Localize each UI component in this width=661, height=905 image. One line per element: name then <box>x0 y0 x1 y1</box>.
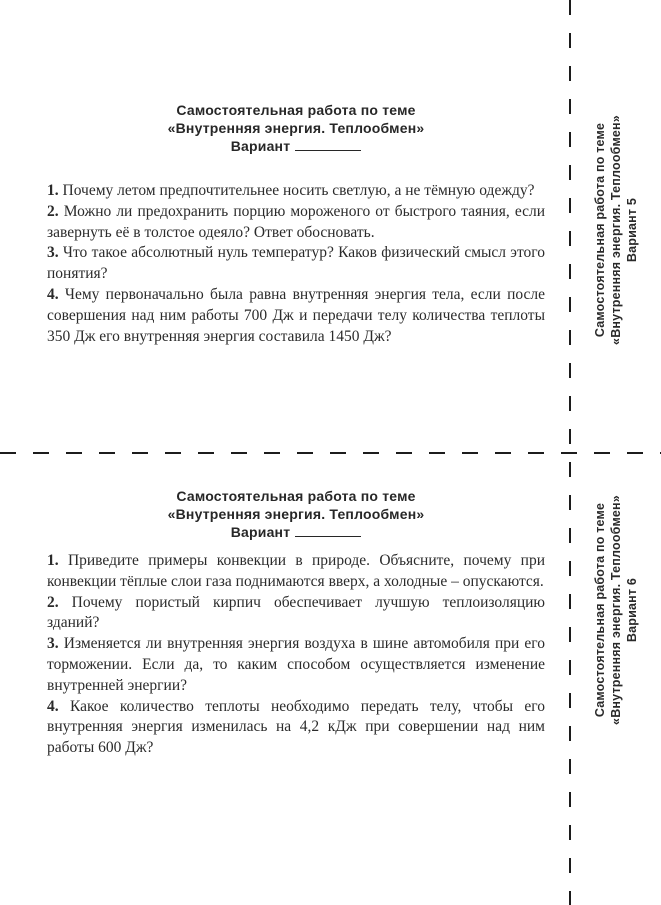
question-item <box>47 285 545 347</box>
cut-line-horizontal <box>0 452 661 454</box>
question-number: 3. <box>47 244 59 262</box>
side-label-variant-6 <box>572 462 659 758</box>
question-text: Чему первоначально была равна внутренняя энергия тела, если после совершения над ним работы 700 Дж и передачи телу количества теплоты 350 Дж его внутренняя энергия составила 1450 Дж? <box>47 285 546 345</box>
question-item <box>47 202 545 244</box>
variant-blank-line <box>295 524 361 537</box>
question-text: Почему пористый кирпич обеспечивает лучшую теплоизоляцию зданий? <box>47 593 545 632</box>
question-text: Изменяется ли внутренняя энергия воздуха в шине автомобиля при его торможении. Если да, то каким способом осуществляется изменение внутренней энергии? <box>47 635 546 694</box>
section1-questions <box>47 181 545 347</box>
variant-label: Вариант <box>230 138 291 154</box>
question-number: 2. <box>47 593 59 611</box>
section1-title <box>47 102 545 156</box>
question-text: Приведите примеры конвекции в природе. Объясните, почему при конвекции тёплые слои газа поднимаются вверх, а холодные – опускаются. <box>47 552 545 590</box>
question-item <box>47 181 545 202</box>
section2-questions <box>47 551 545 759</box>
section2-title <box>47 488 545 542</box>
variant-row <box>47 138 545 156</box>
question-item <box>47 551 545 593</box>
question-number: 1. <box>47 182 59 199</box>
question-item <box>47 697 545 759</box>
side-label-line-3: Вариант 5 <box>624 197 639 263</box>
side-label-text <box>592 82 640 378</box>
question-number: 4. <box>47 697 59 715</box>
question-number: 3. <box>47 635 59 653</box>
side-label-line-1: Самостоятельная работа по теме <box>592 502 607 718</box>
variant-blank-line <box>295 138 361 151</box>
question-text: Почему летом предпочтительнее носить светлую, а не тёмную одежду? <box>62 182 535 199</box>
side-label-line-1: Самостоятельная работа по теме <box>592 122 607 338</box>
question-number: 2. <box>47 202 59 220</box>
side-label-line-3: Вариант 6 <box>624 577 639 643</box>
side-label-line-2: «Внутренняя энергия. Теплообмен» <box>608 115 623 345</box>
question-text: Что такое абсолютный нуль температур? Каков физический смысл этого понятия? <box>47 244 545 283</box>
question-item <box>47 593 545 635</box>
question-item <box>47 243 545 285</box>
variant-label: Вариант <box>230 524 291 540</box>
title-line-2: «Внутренняя энергия. Теплообмен» <box>167 119 425 136</box>
question-number: 1. <box>47 552 59 569</box>
question-item <box>47 634 545 696</box>
variant-row <box>47 524 545 542</box>
title-line-1: Самостоятельная работа по теме <box>176 102 416 118</box>
side-label-line-2: «Внутренняя энергия. Теплообмен» <box>608 495 623 725</box>
side-label-text <box>592 462 640 758</box>
side-label-variant-5 <box>572 82 659 378</box>
question-number: 4. <box>47 285 59 303</box>
question-text: Какое количество теплоты необходимо передать телу, чтобы его внутренняя энергия изменилась на 4,2 кДж при совершении над ним работы 600 Дж? <box>47 697 546 757</box>
title-line-2: «Внутренняя энергия. Теплообмен» <box>167 505 425 522</box>
title-line-1: Самостоятельная работа по теме <box>176 488 416 504</box>
question-text: Можно ли предохранить порцию мороженого от быстрого таяния, если завернуть её в толстое одеяло? Ответ обосновать. <box>47 202 545 241</box>
